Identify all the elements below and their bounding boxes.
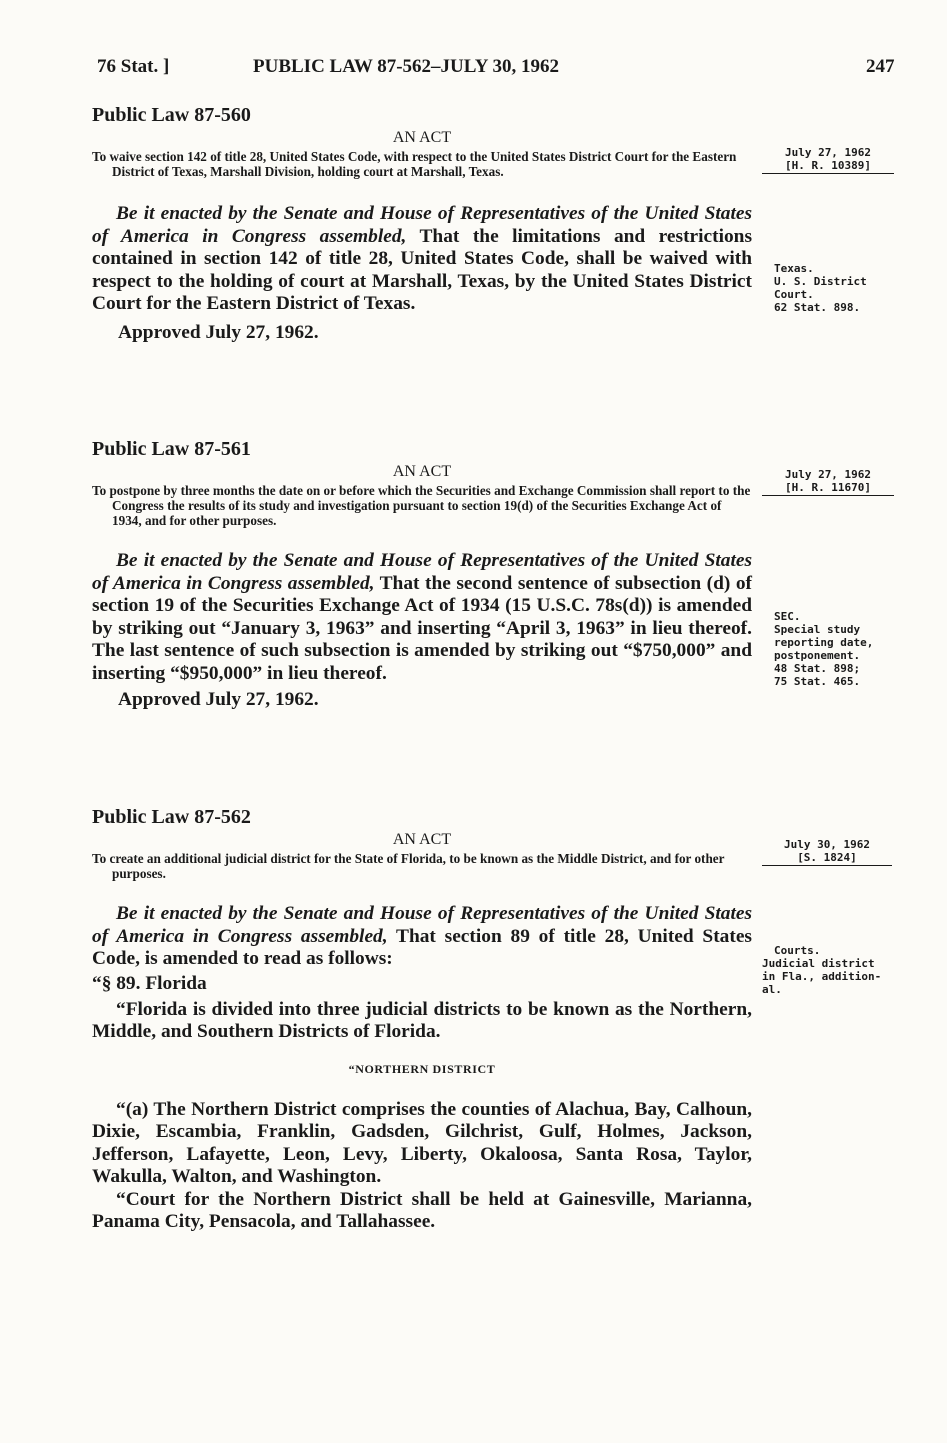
law-title: Public Law 87-562 [92, 806, 251, 828]
enacting-clause: Be it enacted by the Senate and House of Representatives of the United States of America in Congress assembled, [92, 903, 752, 947]
margin-note-line: 62 Stat. 898. [774, 301, 861, 314]
act-purpose: To waive section 142 of title 28, United States Code, with respect to the United States District Court for the Eastern District of Texas, Marshall Division, holding court at Marshall, Texas. [92, 149, 737, 179]
law-87-560-date-note [762, 146, 894, 174]
act-purpose: To create an additional judicial district for the State of Florida, to be known as the Middle District, and for other purposes. [92, 851, 725, 881]
date-note: July 27, 1962 [784, 146, 872, 159]
enacting-clause: Be it enacted by the Senate and House of Representatives of the United States of America in Congress assembled, [92, 203, 752, 247]
date-note: July 27, 1962 [784, 468, 872, 481]
section-heading: “§ 89. Florida [92, 972, 207, 994]
running-title: PUBLIC LAW 87-562–JULY 30, 1962 [253, 56, 559, 77]
margin-note-line: Courts. [774, 944, 821, 957]
bill-note: [S. 1824] [797, 851, 857, 864]
bill-note: [H. R. 11670] [784, 481, 872, 494]
act-body [92, 203, 752, 316]
page-number: 247 [866, 56, 895, 77]
district-text: “(a) The Northern District comprises the counties of Alachua, Bay, Calhoun, Dixie, Escambia, Franklin, Gadsden, Gilchrist, Gulf, Holmes, Jackson, Jefferson, Lafayette, Leon, Levy, Liberty, Okaloosa, Santa Rosa, Taylor, Wakulla, Walton, and Washington. [92, 1098, 752, 1187]
law-87-561-margin-note [774, 610, 894, 688]
margin-note-line: U. S. District Court. [774, 275, 867, 301]
margin-note-line: Texas. [774, 262, 814, 275]
law-87-560-margin-note [774, 262, 894, 314]
law-87-560 [92, 104, 752, 344]
act-body [92, 903, 752, 971]
margin-note-line: 48 Stat. 898; [774, 662, 861, 675]
law-87-561 [92, 438, 752, 712]
margin-note-line: Judicial district in Fla., addition-al. [762, 957, 882, 996]
act-text: That the second sentence of subsection (d) of section 19 of the Securities Exchange Act of 1934 (15 U.S.C. 78s(d)) is amended by striking out “January 3, 1963” and inserting “April 3, 1963” in lieu thereof. The last sentence of such subsection is amended by striking out “$750,000” and inserting “$950,000” in lieu thereof. [92, 572, 752, 684]
enacting-clause: Be it enacted by the Senate and House of Representatives of the United States of America in Congress assembled, [92, 550, 752, 594]
approval-date: Approved July 27, 1962. [118, 689, 319, 710]
act-purpose: To postpone by three months the date on or before which the Securities and Exchange Commission shall report to the Congress the results of its study and investigation pursuant to section 19(d) of the Securities Exchange Act of 1934, and for other purposes. [92, 483, 751, 528]
volume-reference: 76 Stat. ] [97, 56, 170, 77]
court-text: “Court for the Northern District shall be held at Gainesville, Marianna, Panama City, Pensacola, and Tallahassee. [92, 1188, 752, 1232]
margin-note-line: 75 Stat. 465. [774, 675, 861, 688]
law-87-562-date-note [762, 838, 892, 866]
law-87-562 [92, 806, 752, 1234]
date-note: July 30, 1962 [783, 838, 871, 851]
section-text: “Florida is divided into three judicial districts to be known as the Northern, Middle, and Southern Districts of Florida. [92, 998, 752, 1042]
approval-date: Approved July 27, 1962. [118, 321, 319, 343]
law-87-562-margin-note [762, 944, 894, 996]
act-body [92, 550, 752, 685]
act-text: That the limitations and restrictions contained in section 142 of title 28, United States Code, shall be waived with respect to the holding of court at Marshall, Texas, by the United States District Court for the Eastern District of Texas. [92, 225, 753, 314]
bill-note: [H. R. 10389] [784, 159, 872, 172]
act-text: That section 89 of title 28, United States Code, is amended to read as follows: [92, 925, 752, 969]
an-act-heading: AN ACT [392, 463, 452, 480]
margin-note-line: Special study reporting date, postponement. [774, 623, 874, 662]
law-title: Public Law 87-560 [92, 104, 251, 126]
an-act-heading: AN ACT [392, 129, 452, 146]
district-heading: “NORTHERN DISTRICT [348, 1061, 496, 1076]
an-act-heading: AN ACT [392, 831, 452, 848]
law-87-561-date-note [762, 468, 894, 496]
margin-note-line: SEC. [774, 610, 801, 623]
law-title: Public Law 87-561 [92, 438, 251, 460]
